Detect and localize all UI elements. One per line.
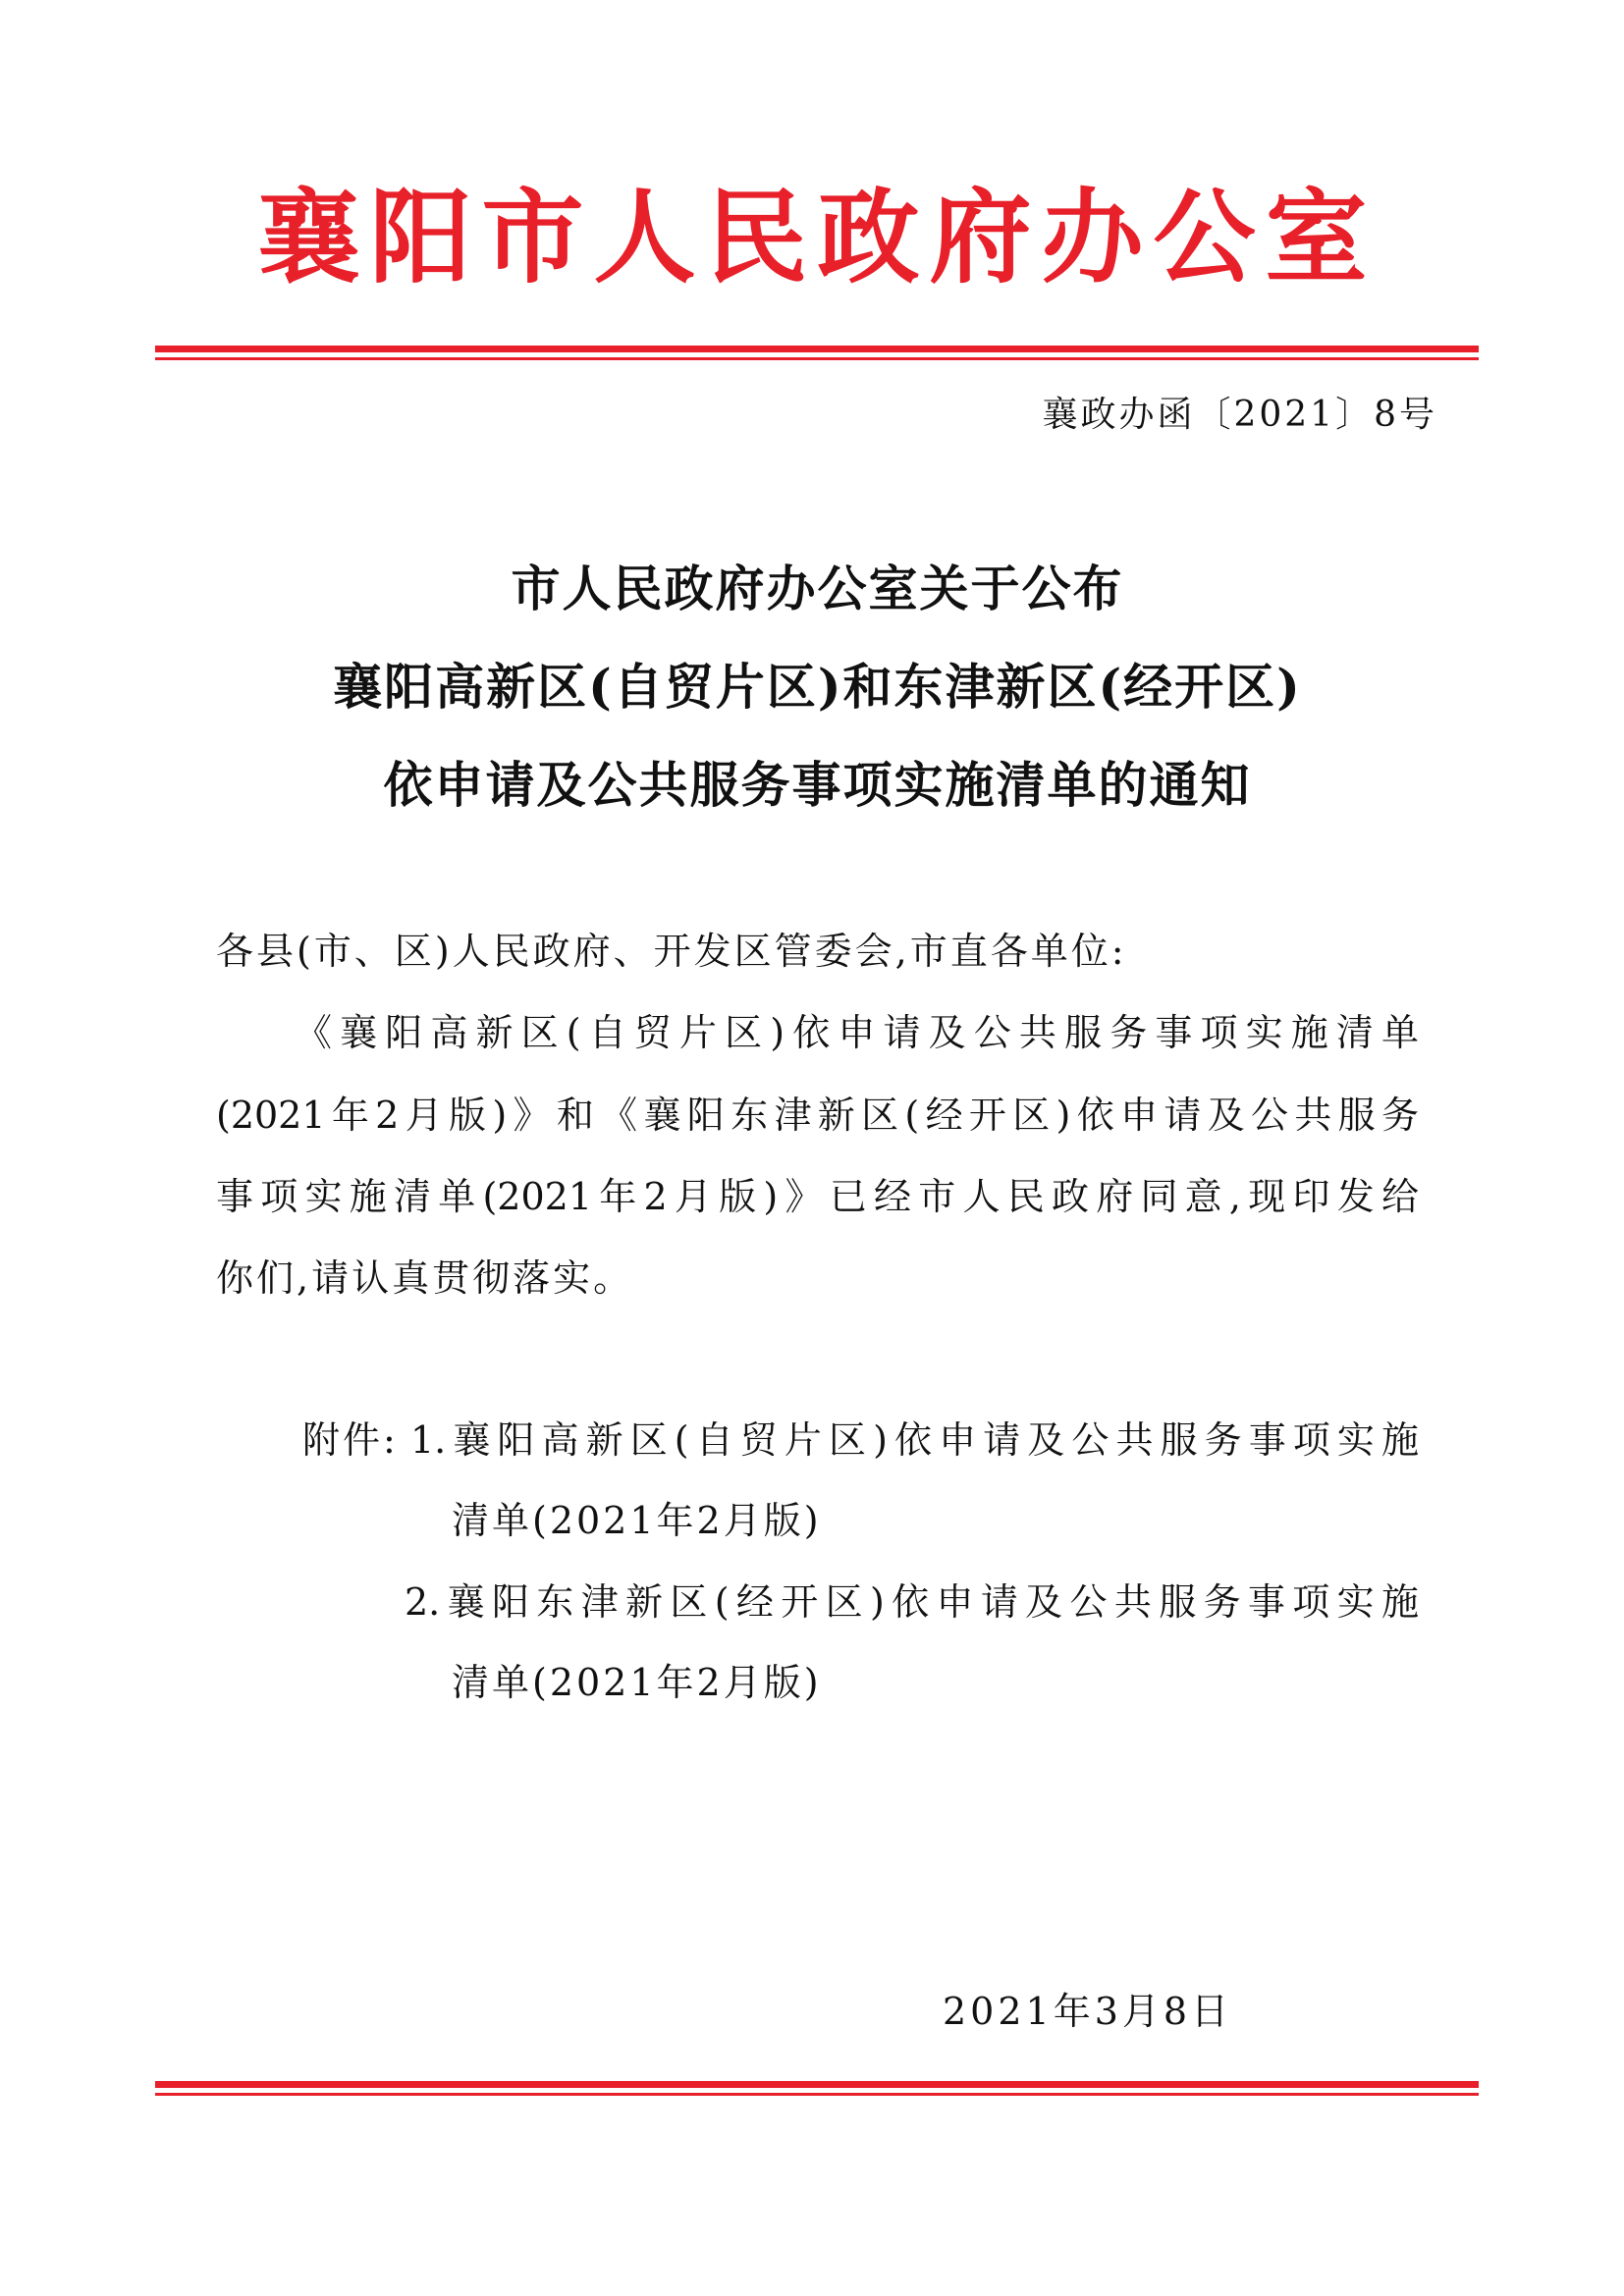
attachment-item-2-line-2: 清单(2021年2月版)	[452, 1661, 822, 1704]
body-text-line: 《襄阳高新区(自贸片区)依申请及公共服务事项实施清单	[295, 1011, 1419, 1054]
attachment-item-2-line-1: 2.襄阳东津新区(经开区)依申请及公共服务事项实施	[405, 1580, 1419, 1624]
salutation: 各县(市、区)人民政府、开发区管委会,市直各单位:	[216, 930, 1127, 973]
attachments-label: 附件:	[302, 1418, 399, 1462]
attachment-item-1-line-1: 1.襄阳高新区(自贸片区)依申请及公共服务事项实施	[410, 1418, 1419, 1462]
attachment-item-1-line-2: 清单(2021年2月版)	[452, 1499, 822, 1542]
issuing-office-heading: 襄阳市人民政府办公室	[257, 177, 1378, 297]
header-thick-line	[155, 346, 1479, 352]
document-number: 襄政办函〔2021〕8号	[1042, 395, 1437, 435]
issue-date: 2021年3月8日	[943, 1990, 1233, 2033]
header-red-rule	[155, 346, 1479, 360]
body-text-line: 事项实施清单(2021年2月版)》已经市人民政府同意,现印发给	[216, 1175, 1419, 1218]
body-text-line: 你们,请认真贯彻落实。	[216, 1256, 634, 1300]
footer-red-rule	[155, 2081, 1479, 2096]
title-line-1: 市人民政府办公室关于公布	[511, 560, 1124, 617]
footer-thick-line	[155, 2081, 1479, 2088]
body-text-line: (2021年2月版)》和《襄阳东津新区(经开区)依申请及公共服务	[216, 1094, 1419, 1137]
header-thin-line	[155, 357, 1479, 360]
title-line-2: 襄阳高新区(自贸片区)和东津新区(经开区)	[333, 658, 1302, 716]
title-line-3: 依申请及公共服务事项实施清单的通知	[383, 756, 1252, 814]
footer-thin-line	[155, 2093, 1479, 2096]
